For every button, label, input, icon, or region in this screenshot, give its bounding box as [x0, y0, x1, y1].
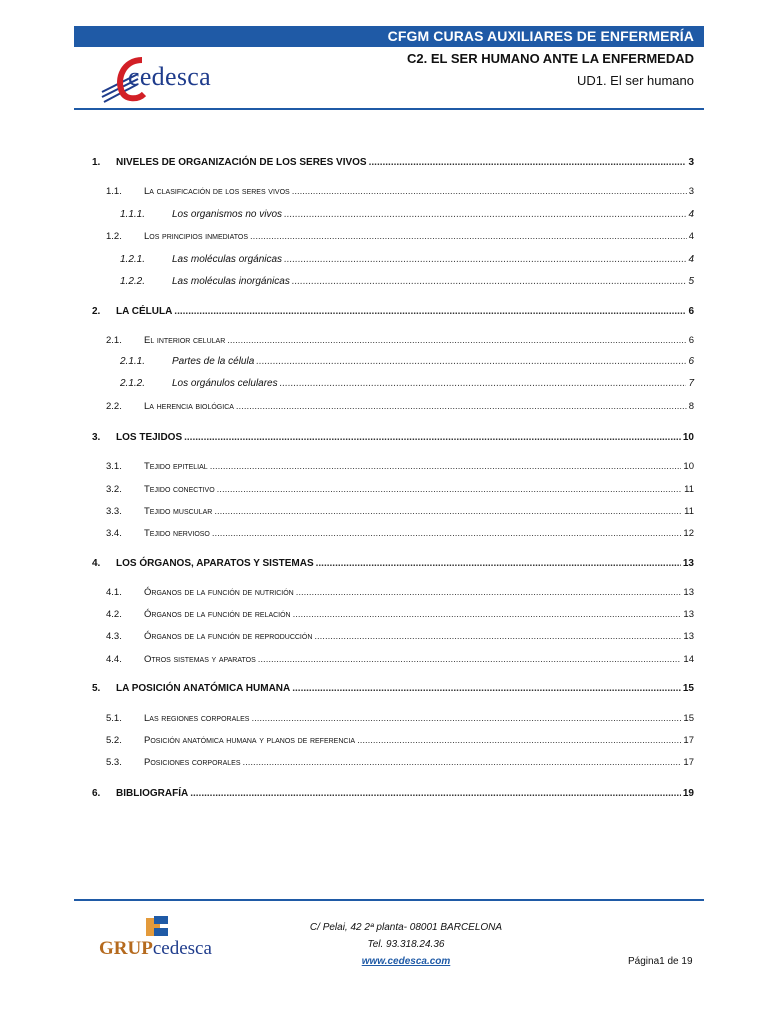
- toc-entry-number: 4.4.: [106, 654, 122, 665]
- toc-entry[interactable]: [120, 276, 694, 287]
- toc-entry-number: 2.1.: [106, 335, 122, 346]
- footer-address: C/ Pelai, 42 2ª planta- 08001 BARCELONA: [309, 922, 503, 933]
- footer-logo-text: [99, 938, 212, 960]
- toc-entry-leader: [316, 558, 681, 569]
- toc-entry[interactable]: [106, 231, 694, 242]
- toc-entry-label: Tejido epitelial: [144, 461, 208, 472]
- toc-entry-leader: [243, 757, 682, 768]
- toc-entry-label: Otros sistemas y aparatos: [144, 654, 256, 665]
- toc-entry-number: 2.1.2.: [120, 378, 146, 389]
- toc-entry-leader: [293, 609, 682, 620]
- toc-entry-page: 4: [688, 231, 694, 242]
- toc-entry-label: LA CÉLULA: [116, 306, 173, 317]
- toc-entry-page: 3: [688, 186, 694, 197]
- toc-entry[interactable]: [120, 378, 694, 389]
- toc-entry-number: 1.1.: [106, 186, 122, 197]
- toc-entry-page: 4: [688, 254, 694, 265]
- toc-entry-leader: [369, 157, 687, 168]
- toc-entry-leader: [296, 587, 682, 598]
- toc-entry-label: Los organismos no vivos: [172, 209, 283, 220]
- toc-entry-number: 1.: [92, 157, 101, 168]
- toc-entry-page: 15: [683, 713, 694, 724]
- footer-rule: [74, 899, 704, 901]
- toc-entry-leader: [292, 276, 687, 287]
- toc-entry-page: 6: [688, 356, 694, 367]
- toc-entry-label: Tejido conectivo: [144, 484, 215, 495]
- toc-entry-label: Órganos de la función de nutrición: [144, 587, 294, 598]
- toc-entry-page: 17: [683, 757, 694, 768]
- footer-logo-name: cedesca: [152, 938, 212, 959]
- toc-entry-leader: [256, 356, 686, 367]
- toc-entry-page: 5: [688, 276, 694, 287]
- toc-entry-page: 13: [683, 631, 694, 642]
- toc-entry-number: 4.: [92, 558, 101, 569]
- footer-website-link[interactable]: www.cedesca.com: [361, 956, 451, 967]
- toc-entry-number: 4.1.: [106, 587, 122, 598]
- toc-entry-number: 5.: [92, 683, 101, 694]
- toc-entry-leader: [184, 432, 681, 443]
- toc-entry[interactable]: [106, 186, 694, 197]
- toc-entry-page: 13: [682, 558, 694, 569]
- toc-entry-label: La herencia biológica: [144, 401, 234, 412]
- page-number: Página1 de 19: [628, 956, 693, 967]
- toc-entry-leader: [314, 631, 681, 642]
- toc-entry[interactable]: [120, 254, 694, 265]
- header-module: C2. EL SER HUMANO ANTE LA ENFERMEDAD: [407, 51, 694, 66]
- toc-entry-number: 6.: [92, 788, 101, 799]
- toc-entry-page: 11: [684, 484, 694, 495]
- toc-entry-page: 3: [688, 157, 694, 168]
- toc-entry-leader: [212, 528, 682, 539]
- toc-entry[interactable]: [106, 335, 694, 346]
- toc-entry-leader: [217, 484, 682, 495]
- toc-entry-page: 12: [683, 528, 694, 539]
- toc-entry-page: 15: [682, 683, 694, 694]
- toc-entry-page: 11: [684, 506, 694, 517]
- toc-entry[interactable]: [106, 713, 694, 724]
- toc-entry-number: 2.1.1.: [120, 356, 146, 367]
- toc-entry-label: NIVELES DE ORGANIZACIÓN DE LOS SERES VIVOS: [116, 157, 367, 168]
- toc-entry-number: 3.1.: [106, 461, 122, 472]
- toc-entry[interactable]: [106, 461, 694, 472]
- toc-entry-page: 6: [688, 306, 694, 317]
- toc-entry-number: 2.: [92, 306, 101, 317]
- header-unit: UD1. El ser humano: [576, 73, 694, 88]
- toc-entry-label: Tejido muscular: [144, 506, 213, 517]
- header-course: CFGM CURAS AUXILIARES DE ENFERMERÍA: [387, 28, 694, 44]
- toc-entry-label: La clasificación de los seres vivos: [144, 186, 290, 197]
- toc-entry-label: Órganos de la función de reproducción: [144, 631, 313, 642]
- toc-entry-number: 4.3.: [106, 631, 122, 642]
- toc-entry-label: El interior celular: [144, 335, 226, 346]
- toc-entry-page: 6: [688, 335, 694, 346]
- toc-entry[interactable]: [106, 609, 694, 620]
- toc-entry-label: LOS ÓRGANOS, APARATOS Y SISTEMAS: [116, 558, 314, 569]
- toc-entry-number: 1.2.2.: [120, 276, 146, 287]
- toc-entry-label: Posiciones corporales: [144, 757, 241, 768]
- toc-entry-label: Las moléculas orgánicas: [172, 254, 283, 265]
- toc-entry-leader: [292, 683, 681, 694]
- toc-entry-number: 1.2.1.: [120, 254, 146, 265]
- toc-entry-page: 13: [683, 609, 694, 620]
- toc-entry-number: 4.2.: [106, 609, 122, 620]
- toc-entry[interactable]: [92, 306, 694, 317]
- toc-entry[interactable]: [120, 356, 694, 367]
- toc-entry-label: Órganos de la función de relación: [144, 609, 291, 620]
- toc-entry-leader: [251, 713, 681, 724]
- toc-entry-leader: [284, 209, 686, 220]
- toc-entry-page: 19: [682, 788, 694, 799]
- toc-entry-leader: [357, 735, 681, 746]
- toc-entry-number: 5.3.: [106, 757, 122, 768]
- toc-entry[interactable]: [106, 587, 694, 598]
- toc-entry-number: 2.2.: [106, 401, 122, 412]
- toc-entry-label: BIBLIOGRAFÍA: [116, 788, 189, 799]
- toc-entry[interactable]: [106, 484, 694, 495]
- toc-entry-page: 14: [683, 654, 694, 665]
- toc-entry-label: LOS TEJIDOS: [116, 432, 183, 443]
- toc-entry-page: 10: [683, 461, 694, 472]
- toc-entry-page: 17: [683, 735, 694, 746]
- toc-entry-leader: [190, 788, 681, 799]
- toc-entry-label: Posición anatómica humana y planos de referencia: [144, 735, 356, 746]
- toc-entry-label: Tejido nervioso: [144, 528, 210, 539]
- toc-entry[interactable]: [92, 432, 694, 443]
- toc-entry[interactable]: [92, 558, 694, 569]
- toc-entry-label: Las regiones corporales: [144, 713, 250, 724]
- logo-wordmark: cedesca: [128, 62, 211, 91]
- toc-entry[interactable]: [106, 631, 694, 642]
- toc-entry[interactable]: [92, 788, 694, 799]
- toc-entry-leader: [174, 306, 686, 317]
- toc-entry-number: 3.4.: [106, 528, 122, 539]
- toc-entry[interactable]: [92, 683, 694, 694]
- toc-entry-number: 3.2.: [106, 484, 122, 495]
- toc-entry[interactable]: [106, 528, 694, 539]
- toc-entry-leader: [284, 254, 686, 265]
- toc-entry-leader: [250, 231, 687, 242]
- toc-entry[interactable]: [106, 735, 694, 746]
- toc-entry-page: 10: [682, 432, 694, 443]
- toc-entry[interactable]: [106, 506, 694, 517]
- toc-entry-leader: [292, 186, 687, 197]
- toc-entry-number: 1.1.1.: [120, 209, 146, 220]
- toc-entry-leader: [214, 506, 682, 517]
- toc-entry[interactable]: [106, 401, 694, 412]
- toc-entry-label: LA POSICIÓN ANATÓMICA HUMANA: [116, 683, 291, 694]
- header-rule: [74, 108, 704, 110]
- toc-entry-page: 7: [688, 378, 694, 389]
- toc-entry-number: 1.2.: [106, 231, 122, 242]
- toc-entry[interactable]: [92, 157, 694, 168]
- toc-entry-leader: [236, 401, 687, 412]
- toc-entry-label: Partes de la célula: [172, 356, 255, 367]
- toc-entry-page: 4: [688, 209, 694, 220]
- toc-entry-leader: [280, 378, 687, 389]
- grup-cedesca-logo-icon: [144, 914, 172, 940]
- toc-entry-label: Los principios inmediatos: [144, 231, 249, 242]
- toc-entry-number: 5.1.: [106, 713, 122, 724]
- toc-entry-page: 13: [683, 587, 694, 598]
- toc-entry-label: Los orgánulos celulares: [172, 378, 278, 389]
- toc-entry[interactable]: [106, 654, 694, 665]
- toc-entry-number: 3.3.: [106, 506, 122, 517]
- toc-entry-page: 8: [688, 401, 694, 412]
- footer-logo-grup: GRUP: [99, 938, 153, 959]
- toc-entry-number: 5.2.: [106, 735, 122, 746]
- toc-entry-leader: [258, 654, 682, 665]
- toc-entry-number: 3.: [92, 432, 101, 443]
- toc-entry-leader: [227, 335, 686, 346]
- toc-entry[interactable]: [106, 757, 694, 768]
- footer-phone: Tel. 93.318.24.36: [367, 939, 445, 950]
- toc-entry[interactable]: [120, 209, 694, 220]
- toc-entry-leader: [210, 461, 682, 472]
- header-course-bar: [74, 26, 704, 47]
- toc-entry-label: Las moléculas inorgánicas: [172, 276, 290, 287]
